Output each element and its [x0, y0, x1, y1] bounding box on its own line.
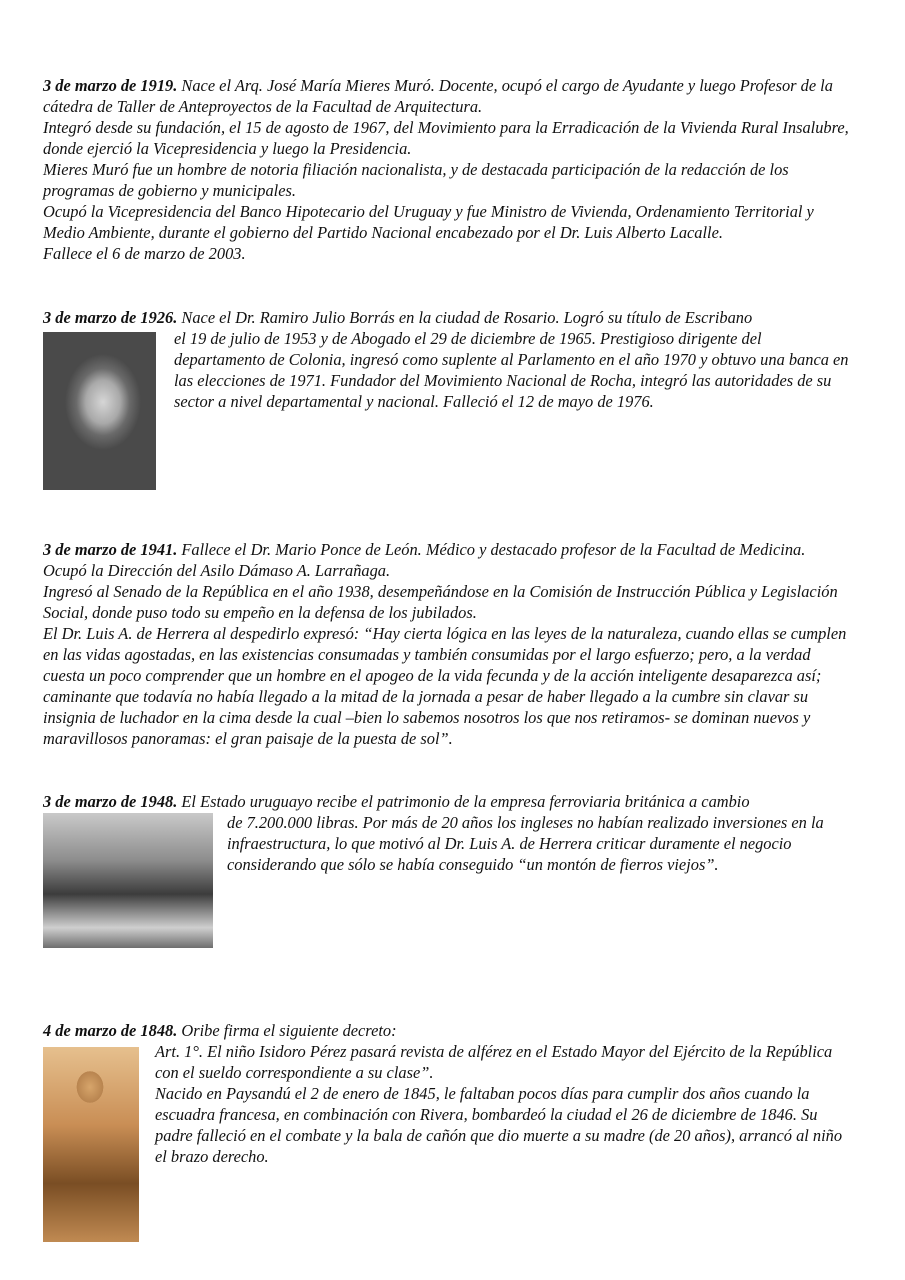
entry-text: Fallece el Dr. Mario Ponce de León. Médico y destacado profesor de la Facultad de Medicina. Ocupó la Dirección del Asilo Dámaso A. Larrañaga. [43, 540, 806, 580]
entry-paragraph [43, 1020, 853, 1041]
entry-1848 [43, 1020, 853, 1245]
entry-1919 [43, 75, 853, 264]
entry-paragraph: Nacido en Paysandú el 2 de enero de 1845, le faltaban pocos días para cumplir dos años cuando la escuadra francesa, en combinación con Rivera, bombardeó la ciudad el 26 de diciembre de 1846. Su padre falleció en el combate y la bala de cañón que dio muerte a su madre (de 20 años), arrancó al niño el brazo derecho. [155, 1084, 843, 1166]
entry-paragraph: Integró desde su fundación, el 15 de agosto de 1967, del Movimiento para la Erradicación de la Vivienda Rural Insalubre, donde ejerció la Vicepresidencia y luego la Presidencia. [43, 118, 849, 158]
entry-paragraph: Ocupó la Vicepresidencia del Banco Hipotecario del Uruguay y fue Ministro de Vivienda, Ordenamiento Territorial y Medio Ambiente, durante el gobierno del Partido Nacional encabezado por el Dr. Luis Alberto Lacalle. [43, 202, 814, 242]
entry-text: de 7.200.000 libras. Por más de 20 años los ingleses no habían realizado inversiones en la infraestructura, lo que motivó al Dr. Luis A. de Herrera criticar duramente el negocio considerando que sólo se había conseguido “un montón de fierros viejos”. [227, 813, 824, 874]
entry-paragraph [43, 791, 853, 812]
photo-railway-signing [43, 813, 213, 948]
entry-1941 [43, 539, 853, 749]
entry-paragraph [43, 307, 853, 328]
entry-paragraph [43, 75, 853, 117]
entry-date: 3 de marzo de 1948. [43, 792, 178, 811]
entry-1926 [43, 307, 853, 497]
portrait-photo-borras [43, 332, 156, 490]
entry-text: Oribe firma el siguiente decreto: [177, 1021, 397, 1040]
entry-indented-block [155, 1041, 845, 1167]
entry-text: Nace el Arq. José María Mieres Muró. Docente, ocupó el cargo de Ayudante y luego Profesor de la cátedra de Taller de Anteproyectos de la Facultad de Arquitectura. [43, 76, 833, 116]
entry-date: 3 de marzo de 1941. [43, 540, 178, 559]
entry-1948 [43, 791, 853, 951]
entry-text: Nace el Dr. Ramiro Julio Borrás en la ciudad de Rosario. Logró su título de Escribano [177, 308, 753, 327]
entry-paragraph: Ingresó al Senado de la República en el año 1938, desempeñándose en la Comisión de Instrucción Pública y Legislación Social, donde puso todo su empeño en la defensa de los jubilados. [43, 582, 838, 622]
entry-paragraph: Art. 1°. El niño Isidoro Pérez pasará revista de alférez en el Estado Mayor del Ejército de la República con el sueldo correspondiente a su clase”. [155, 1042, 833, 1082]
entry-text: El Estado uruguayo recibe el patrimonio de la empresa ferroviaria británica a cambio [177, 792, 750, 811]
entry-date: 4 de marzo de 1848. [43, 1021, 178, 1040]
entry-text: el 19 de julio de 1953 y de Abogado el 29 de diciembre de 1965. Prestigioso dirigente del departamento de Colonia, ingresó como suplente al Parlamento en el año 1970 y obtuvo una banca en las elecciones de 1971. Fundador del Movimiento Nacional de Rocha, integró las autoridades de su sector a nivel departamental y nacional. Falleció el 12 de mayo de 1976. [174, 329, 849, 411]
portrait-photo-perez [43, 1047, 139, 1242]
entry-paragraph: El Dr. Luis A. de Herrera al despedirlo expresó: “Hay cierta lógica en las leyes de la naturaleza, cuando ellas se cumplen en las vidas agostadas, en las existencias consumadas y también consumidas por el largo esfuerzo; pero, a la verdad cuesta un poco comprender que un hombre en el apogeo de la vida fecunda y de la acción inteligente desaparezca así; caminante que todavía no había llegado a la mitad de la jornada a pesar de haber llegado a la cumbre sin clavar su insignia de luchador en la cima desde la cual –bien lo sabemos nosotros los que nos retiramos- se dominan nuevos y maravillosos panoramas: el gran paisaje de la puesta de sol”. [43, 624, 847, 748]
entry-date: 3 de marzo de 1926. [43, 308, 178, 327]
entry-paragraph: Mieres Muró fue un hombre de notoria filiación nacionalista, y de destacada participación de la redacción de los programas de gobierno y municipales. [43, 160, 789, 200]
entry-date: 3 de marzo de 1919. [43, 76, 178, 95]
entry-paragraph [43, 539, 853, 581]
entry-paragraph: Fallece el 6 de marzo de 2003. [43, 244, 246, 263]
